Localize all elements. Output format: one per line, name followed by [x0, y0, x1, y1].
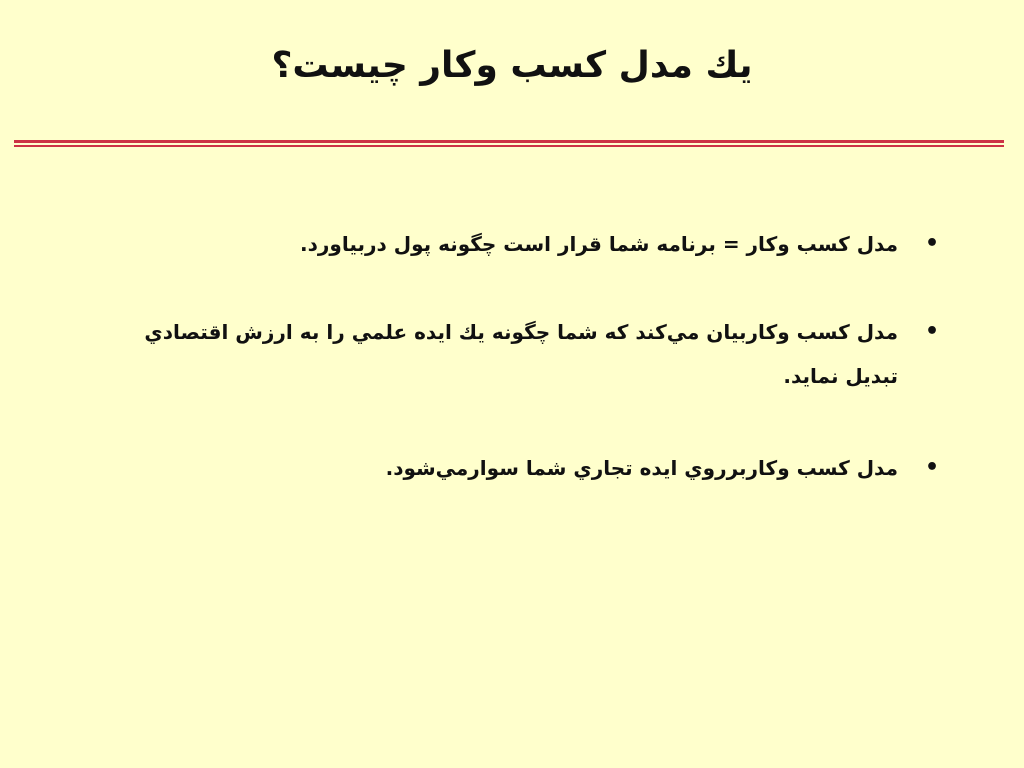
bullet-text: مدل كسب وكار = برنامه شما قرار است چگونه پول دربياورد. — [300, 232, 898, 256]
bullet-item-explanation — [132, 310, 942, 398]
bullet-item-definition — [132, 222, 942, 266]
bullet-text: مدل كسب وكاربرروي ايده تجاري شما سوارمي‌شود. — [385, 456, 898, 480]
bullet-item-foundation — [132, 446, 942, 490]
slide-title: يك مدل كسب وكار چيست؟ — [271, 45, 753, 86]
bullet-list — [132, 222, 942, 534]
bullet-text: مدل كسب وكاربيان مي‌كند كه شما چگونه يك ايده علمي را به ارزش اقتصادي تبديل نمايد. — [144, 320, 898, 388]
title-divider — [14, 140, 1004, 147]
divider-line-thin — [14, 145, 1004, 147]
bullet-marker: • — [924, 231, 940, 256]
divider-line-thick — [14, 140, 1004, 143]
bullet-marker: • — [924, 319, 940, 344]
bullet-marker: • — [924, 455, 940, 480]
